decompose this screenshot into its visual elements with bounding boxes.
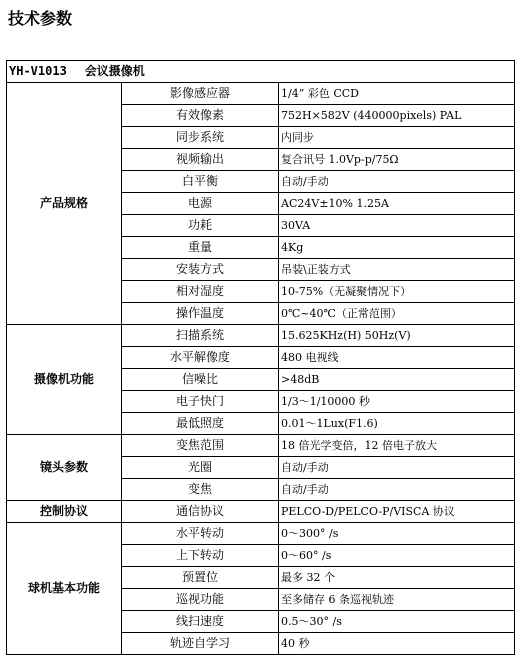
param-value: 480 电视线: [279, 347, 515, 369]
param-value: 最多 32 个: [279, 567, 515, 589]
param-value: 内同步: [279, 127, 515, 149]
param-name: 视频输出: [122, 149, 279, 171]
table-row: [7, 501, 515, 523]
param-value: 0.5～30° /s: [279, 611, 515, 633]
group-label: 镜头参数: [7, 435, 122, 501]
model-header: [7, 61, 515, 83]
param-value: 吊装\正装方式: [279, 259, 515, 281]
group-label: 控制协议: [7, 501, 122, 523]
model-code: YH-V1013: [9, 64, 67, 78]
param-name: 相对湿度: [122, 281, 279, 303]
param-value: PELCO-D/PELCO-P/VISCA 协议: [279, 501, 515, 523]
param-name: 水平转动: [122, 523, 279, 545]
param-value: 30VA: [279, 215, 515, 237]
param-value: 10-75%（无凝聚情况下）: [279, 281, 515, 303]
param-name: 上下转动: [122, 545, 279, 567]
param-name: 通信协议: [122, 501, 279, 523]
param-value: 4Kg: [279, 237, 515, 259]
page-title: 技术参数: [8, 9, 73, 28]
param-value: 0～300° /s: [279, 523, 515, 545]
param-name: 光圈: [122, 457, 279, 479]
param-name: 重量: [122, 237, 279, 259]
table-row: [7, 83, 515, 105]
model-name: 会议摄像机: [84, 64, 145, 78]
param-name: 功耗: [122, 215, 279, 237]
param-name: 操作温度: [122, 303, 279, 325]
param-name: 信噪比: [122, 369, 279, 391]
param-name: 线扫速度: [122, 611, 279, 633]
param-value: 自动/手动: [279, 457, 515, 479]
table-row: [7, 435, 515, 457]
param-value: 752H×582V (440000pixels) PAL: [279, 105, 515, 127]
param-value: >48dB: [279, 369, 515, 391]
param-value: 40 秒: [279, 633, 515, 655]
group-label: 摄像机功能: [7, 325, 122, 435]
spec-table: [6, 60, 515, 655]
param-value: 0～60° /s: [279, 545, 515, 567]
group-label: 产品规格: [7, 83, 122, 325]
param-value: 18 倍光学变倍，12 倍电子放大: [279, 435, 515, 457]
param-value: 15.625KHz(H) 50Hz(V): [279, 325, 515, 347]
param-value: 0.01～1Lux(F1.6): [279, 413, 515, 435]
param-value: AC24V±10% 1.25A: [279, 193, 515, 215]
param-value: 复合讯号 1.0Vp-p/75Ω: [279, 149, 515, 171]
param-value: 1/4” 彩色 CCD: [279, 83, 515, 105]
param-name: 变焦范围: [122, 435, 279, 457]
param-name: 白平衡: [122, 171, 279, 193]
param-value: 自动/手动: [279, 171, 515, 193]
param-name: 有效像素: [122, 105, 279, 127]
param-name: 电源: [122, 193, 279, 215]
model-row: [7, 61, 515, 83]
table-row: [7, 523, 515, 545]
table-row: [7, 325, 515, 347]
param-name: 巡视功能: [122, 589, 279, 611]
param-name: 水平解像度: [122, 347, 279, 369]
param-name: 同步系统: [122, 127, 279, 149]
param-name: 安装方式: [122, 259, 279, 281]
param-name: 轨迹自学习: [122, 633, 279, 655]
param-value: 自动/手动: [279, 479, 515, 501]
group-label: 球机基本功能: [7, 523, 122, 655]
param-name: 电子快门: [122, 391, 279, 413]
param-value: 至多储存 6 条巡视轨迹: [279, 589, 515, 611]
param-name: 扫描系统: [122, 325, 279, 347]
param-name: 最低照度: [122, 413, 279, 435]
param-value: 1/3～1/10000 秒: [279, 391, 515, 413]
param-name: 影像感应器: [122, 83, 279, 105]
param-name: 变焦: [122, 479, 279, 501]
param-value: 0℃~40℃（正常范围）: [279, 303, 515, 325]
param-name: 预置位: [122, 567, 279, 589]
